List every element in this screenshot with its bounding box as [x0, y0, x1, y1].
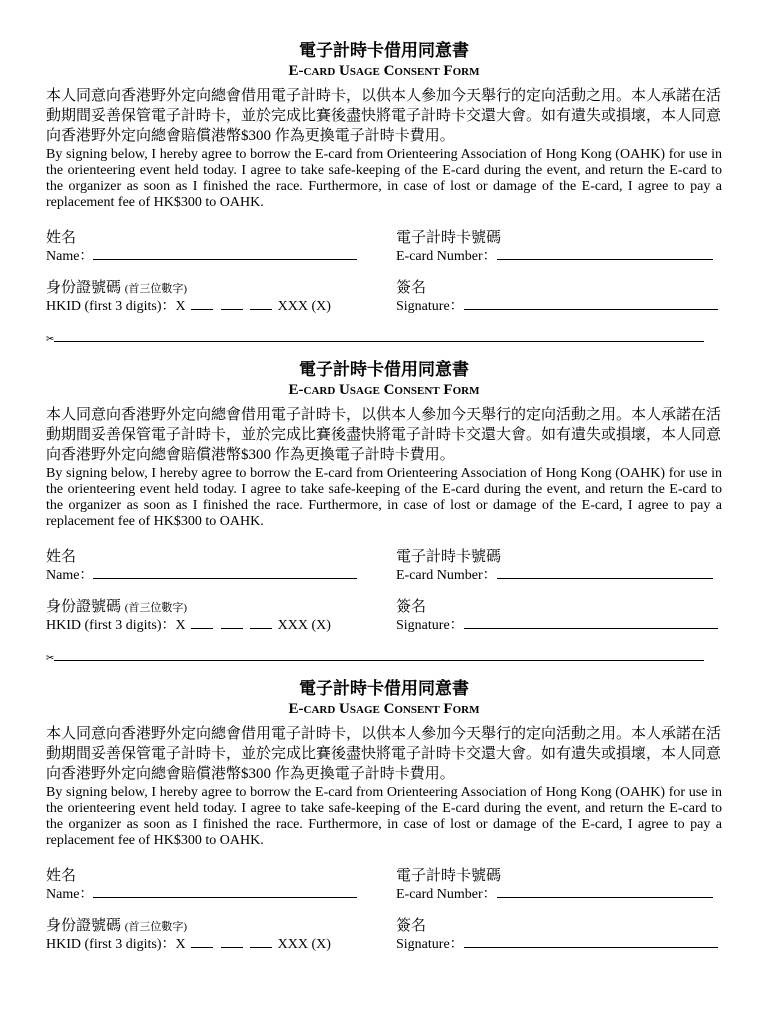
hkid-label-chinese: 身份證號碼: [46, 280, 122, 296]
scissors-icon: ✂: [46, 334, 55, 345]
ecard-number-blank-line[interactable]: [497, 566, 713, 579]
consent-text-chinese: 本人同意向香港野外定向總會借用電子計時卡，以供本人參加今天舉行的定向活動之用。本人承諾在活動期間妥善保管電子計時卡，並於完成比賽後盡快將電子計時卡交還大會。如有遺失或損壞，本人同意向香港野外定向總會賠償港幣$300 作為更換電子計時卡費用。: [46, 407, 722, 463]
form-title-english: E-card Usage Consent Form: [288, 63, 480, 79]
signature-field: [396, 917, 718, 953]
name-blank-line[interactable]: [93, 247, 357, 260]
name-label-chinese: 姓名: [46, 230, 77, 246]
scissors-icon: ✂: [46, 653, 55, 664]
ecard-label-chinese: 電子計時卡號碼: [396, 230, 502, 246]
hkid-digit-blank[interactable]: [221, 297, 243, 310]
hkid-label-english: HKID (first 3 digits)：X: [46, 299, 186, 314]
signature-blank-line[interactable]: [464, 616, 718, 629]
hkid-digit-blank[interactable]: [250, 935, 272, 948]
hkid-field: [46, 917, 331, 953]
cut-line-rule: [54, 652, 704, 661]
name-field: [46, 229, 357, 265]
hkid-digit-blank[interactable]: [221, 616, 243, 629]
cut-line-rule: [54, 333, 704, 342]
signature-blank-line[interactable]: [464, 297, 718, 310]
consent-form-section: [46, 359, 722, 664]
hkid-label-english: HKID (first 3 digits)：X: [46, 618, 186, 633]
consent-text-chinese: 本人同意向香港野外定向總會借用電子計時卡，以供本人參加今天舉行的定向活動之用。本人承諾在活動期間妥善保管電子計時卡，並於完成比賽後盡快將電子計時卡交還大會。如有遺失或損壞，本人同意向香港野外定向總會賠償港幣$300 作為更換電子計時卡費用。: [46, 726, 722, 782]
hkid-digit-blank[interactable]: [191, 297, 213, 310]
ecard-label-english: E-card Number：: [396, 249, 497, 264]
ecard-number-blank-line[interactable]: [497, 247, 713, 260]
hkid-digit-blank[interactable]: [250, 616, 272, 629]
signature-label-chinese: 簽名: [396, 599, 427, 615]
form-title-english: E-card Usage Consent Form: [288, 382, 480, 398]
cut-line: [46, 333, 704, 345]
name-blank-line[interactable]: [93, 566, 357, 579]
consent-text-english: By signing below, I hereby agree to borrow the E-card from Orienteering Association of Hong Kong (OAHK) for use in the orienteering event held today. I agree to take safe-keeping of the E-card during the event, and return the E-card to the organizer as soon as I finished the race. Furthermore, in case of lost or damage of the E-card, I agree to pay a replacement fee of HK$300 to OAHK.: [46, 147, 722, 210]
ecard-label-english: E-card Number：: [396, 568, 497, 583]
form-title-chinese: 電子計時卡借用同意書: [299, 360, 469, 379]
name-label-chinese: 姓名: [46, 868, 77, 884]
form-title-chinese: 電子計時卡借用同意書: [299, 679, 469, 698]
hkid-label-english: HKID (first 3 digits)：X: [46, 937, 186, 952]
hkid-suffix: XXX (X): [277, 618, 331, 633]
ecard-number-field: [396, 229, 713, 265]
name-label-english: Name：: [46, 887, 94, 902]
consent-form-section: [46, 678, 722, 967]
hkid-label-chinese: 身份證號碼: [46, 918, 122, 934]
signature-field: [396, 279, 718, 315]
hkid-digit-blank[interactable]: [250, 297, 272, 310]
hkid-label-chinese: 身份證號碼: [46, 599, 122, 615]
form-title-chinese: 電子計時卡借用同意書: [299, 41, 469, 60]
ecard-label-chinese: 電子計時卡號碼: [396, 549, 502, 565]
hkid-suffix: XXX (X): [277, 937, 331, 952]
hkid-field: [46, 279, 331, 315]
form-fields: [46, 229, 722, 345]
name-label-chinese: 姓名: [46, 549, 77, 565]
consent-text-english: By signing below, I hereby agree to borrow the E-card from Orienteering Association of Hong Kong (OAHK) for use in the orienteering event held today. I agree to take safe-keeping of the E-card during the event, and return the E-card to the organizer as soon as I finished the race. Furthermore, in case of lost or damage of the E-card, I agree to pay a replacement fee of HK$300 to OAHK.: [46, 466, 722, 529]
signature-label-chinese: 簽名: [396, 918, 427, 934]
ecard-number-field: [396, 548, 713, 584]
name-blank-line[interactable]: [93, 885, 357, 898]
signature-field: [396, 598, 718, 634]
hkid-digit-blank[interactable]: [191, 616, 213, 629]
name-label-english: Name：: [46, 249, 94, 264]
hkid-digit-blank[interactable]: [221, 935, 243, 948]
name-label-english: Name：: [46, 568, 94, 583]
hkid-field: [46, 598, 331, 634]
name-field: [46, 867, 357, 903]
hkid-suffix: XXX (X): [277, 299, 331, 314]
form-fields: [46, 867, 722, 967]
ecard-label-english: E-card Number：: [396, 887, 497, 902]
form-fields: [46, 548, 722, 664]
signature-label-chinese: 簽名: [396, 280, 427, 296]
consent-text-chinese: 本人同意向香港野外定向總會借用電子計時卡，以供本人參加今天舉行的定向活動之用。本人承諾在活動期間妥善保管電子計時卡，並於完成比賽後盡快將電子計時卡交還大會。如有遺失或損壞，本人同意向香港野外定向總會賠償港幣$300 作為更換電子計時卡費用。: [46, 88, 722, 144]
ecard-label-chinese: 電子計時卡號碼: [396, 868, 502, 884]
cut-line: [46, 652, 704, 664]
signature-label-english: Signature：: [396, 299, 464, 314]
signature-blank-line[interactable]: [464, 935, 718, 948]
hkid-digit-blank[interactable]: [191, 935, 213, 948]
hkid-note-chinese: (首三位數字): [124, 602, 188, 614]
form-title-english: E-card Usage Consent Form: [288, 701, 480, 717]
hkid-note-chinese: (首三位數字): [124, 921, 188, 933]
hkid-note-chinese: (首三位數字): [124, 283, 188, 295]
consent-form-section: [46, 40, 722, 345]
signature-label-english: Signature：: [396, 618, 464, 633]
ecard-number-field: [396, 867, 713, 903]
consent-text-english: By signing below, I hereby agree to borrow the E-card from Orienteering Association of Hong Kong (OAHK) for use in the orienteering event held today. I agree to take safe-keeping of the E-card during the event, and return the E-card to the organizer as soon as I finished the race. Furthermore, in case of lost or damage of the E-card, I agree to pay a replacement fee of HK$300 to OAHK.: [46, 785, 722, 848]
signature-label-english: Signature：: [396, 937, 464, 952]
name-field: [46, 548, 357, 584]
ecard-number-blank-line[interactable]: [497, 885, 713, 898]
